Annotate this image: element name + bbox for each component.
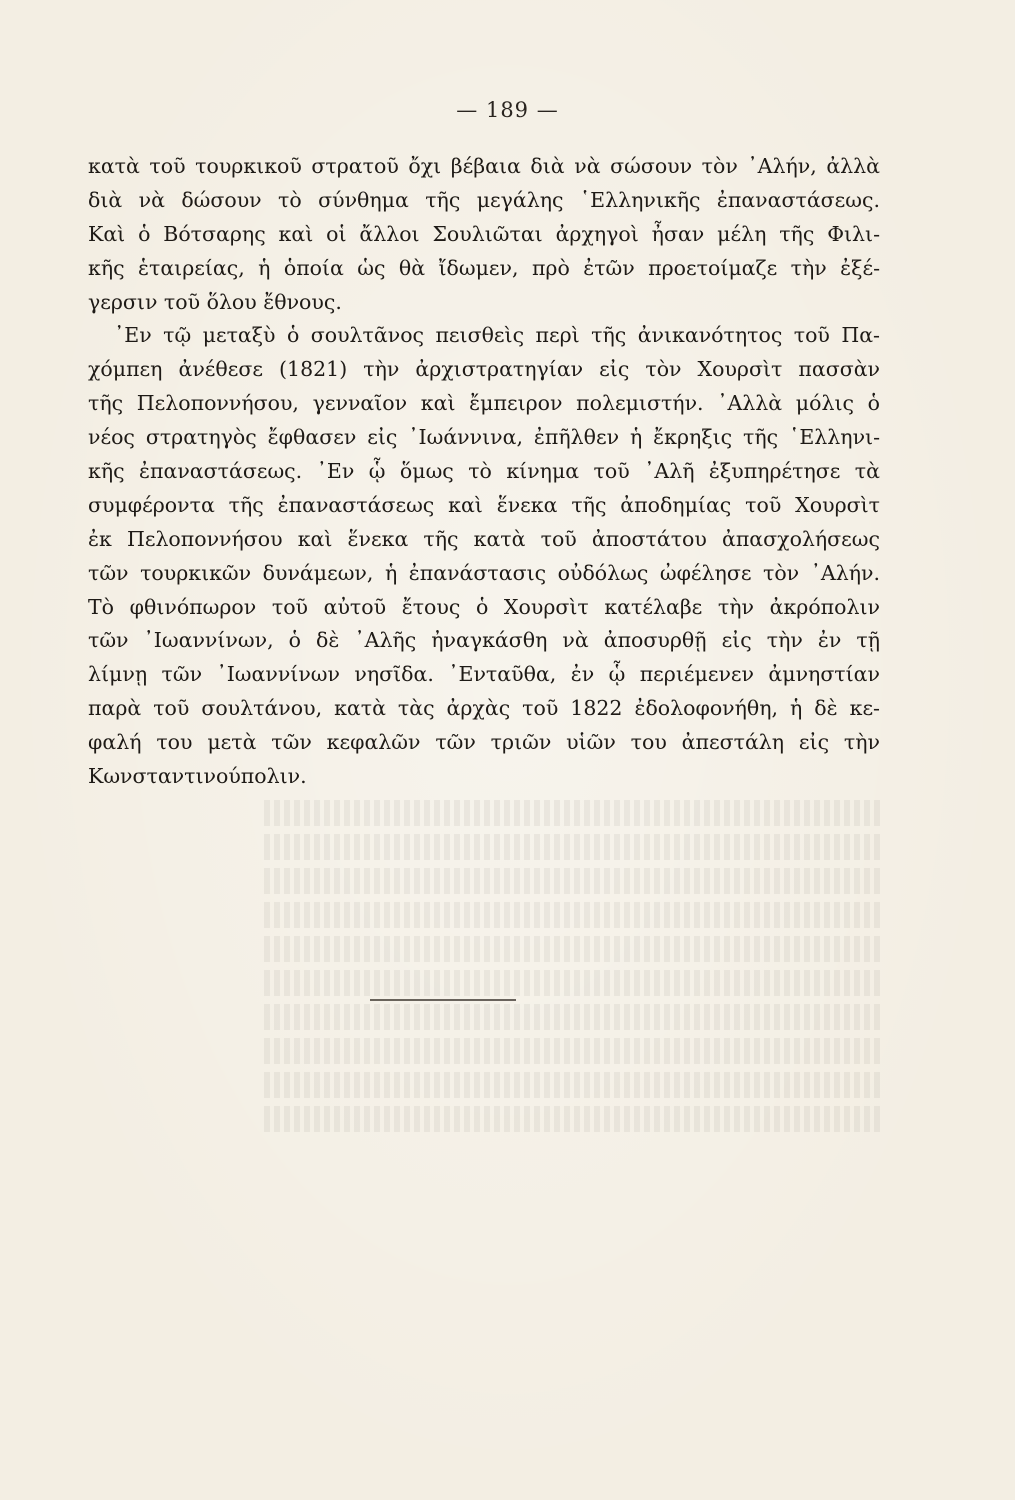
bleed-through-texture [260,800,880,1160]
section-rule [370,999,516,1001]
text-line: Καὶ ὁ Βότσαρης καὶ οἱ ἄλλοι Σουλιῶται ἀρχηγοὶ ἦσαν μέλη τῆς Φιλι- [88,221,880,246]
text-line: νέος στρατηγὸς ἔφθασεν εἰς ᾿Ιωάννινα, ἐπῆλθεν ἡ ἔκρηξις τῆς ῾Ελληνι- [88,425,880,450]
text-line: παρὰ τοῦ σουλτάνου, κατὰ τὰς ἀρχὰς τοῦ 1822 ἐδολοφονήθη, ἡ δὲ κε- [88,696,880,721]
text-line: ᾿Εν τῷ μεταξὺ ὁ σουλτᾶνος πεισθεὶς περὶ τῆς ἀνικανότητος τοῦ Πα- [114,323,880,348]
text-line: συμφέροντα τῆς ἐπαναστάσεως καὶ ἕνεκα τῆς ἀποδημίας τοῦ Χουρσὶτ [88,492,880,517]
text-line: φαλή του μετὰ τῶν κεφαλῶν τῶν τριῶν υἱῶν του ἀπεστάλη εἰς τὴν [88,730,880,755]
text-line: γερσιν τοῦ ὅλου ἔθνους. [88,289,342,314]
body-text [88,150,880,794]
page-number: — 189 — [456,98,559,122]
text-line: Κωνσταντινούπολιν. [88,764,307,789]
text-line: κατὰ τοῦ τουρκικοῦ στρατοῦ ὄχι βέβαια διὰ νὰ σώσουν τὸν ᾿Αλήν, ἀλλὰ [88,154,880,178]
text-line: τῶν τουρκικῶν δυνάμεων, ἡ ἐπανάστασις οὐδόλως ὠφέλησε τὸν ᾿Αλήν. [88,560,880,585]
text-line: διὰ νὰ δώσουν τὸ σύνθημα τῆς μεγάλης ῾Ελληνικῆς ἐπαναστάσεως. [88,187,880,212]
text-line: κῆς ἑταιρείας, ἡ ὁποία ὡς θὰ ἴδωμεν, πρὸ ἐτῶν προετοίμαζε τὴν ἐξέ- [88,255,880,280]
text-line: τῶν ᾿Ιωαννίνων, ὁ δὲ ᾿Αλῆς ἠναγκάσθη νὰ ἀποσυρθῇ εἰς τὴν ἐν τῇ [88,628,880,653]
text-line: κῆς ἐπαναστάσεως. ᾿Εν ᾧ ὅμως τὸ κίνημα τοῦ ᾿Αλῆ ἐξυπηρέτησε τὰ [88,459,880,484]
text-line: Τὸ φθινόπωρον τοῦ αὐτοῦ ἔτους ὁ Χουρσὶτ κατέλαβε τὴν ἀκρόπολιν [88,594,880,619]
text-line: λίμνῃ τῶν ᾿Ιωαννίνων νησῖδα. ᾿Ενταῦθα, ἐν ᾧ περιέμενεν ἀμνηστίαν [88,662,880,687]
text-line: χόμπεη ἀνέθεσε (1821) τὴν ἀρχιστρατηγίαν εἰς τὸν Χουρσὶτ πασσὰν [88,357,880,382]
text-line: ἐκ Πελοποννήσου καὶ ἕνεκα τῆς κατὰ τοῦ ἀποστάτου ἀπασχολήσεως [88,526,880,551]
text-line: τῆς Πελοποννήσου, γενναῖον καὶ ἔμπειρον πολεμιστήν. ᾿Αλλὰ μόλις ὁ [88,391,880,416]
